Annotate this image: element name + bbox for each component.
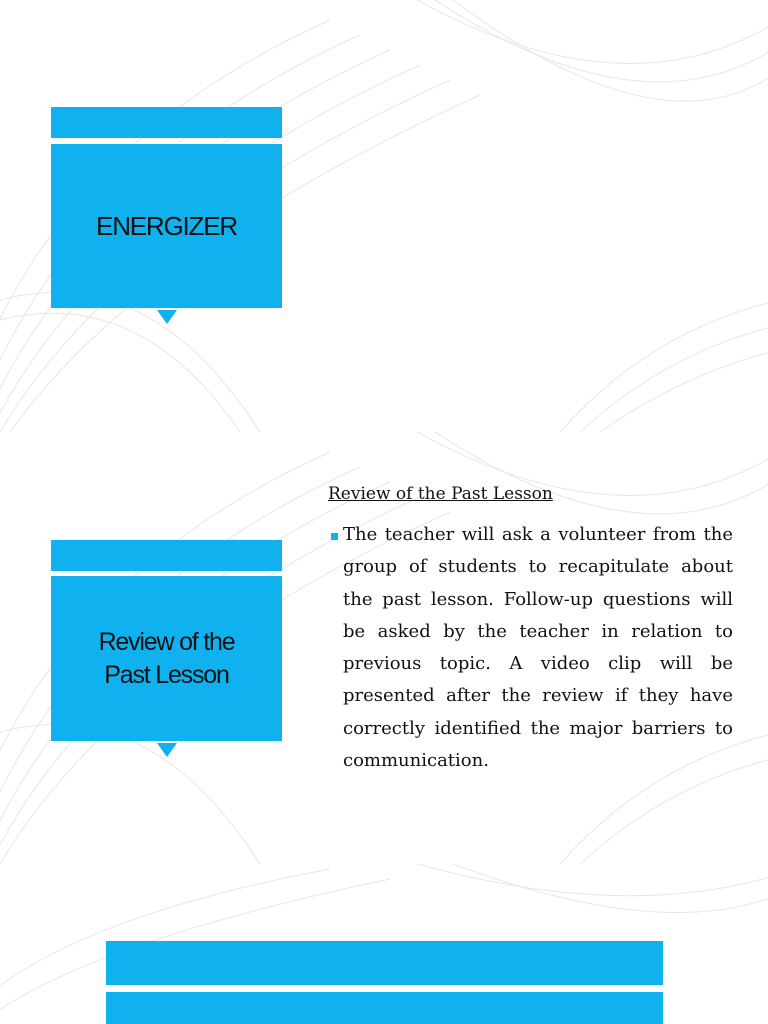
title-bar-top	[51, 540, 282, 571]
slide-review	[0, 432, 768, 864]
title-bar-top	[51, 107, 282, 138]
title-box	[106, 992, 663, 1024]
section-heading: Review of the Past Lesson	[328, 484, 553, 504]
title-box	[51, 576, 282, 741]
slide-title: ENERGIZER	[96, 210, 237, 241]
title-box	[51, 144, 282, 308]
slide-next	[0, 864, 768, 1024]
bullet-text: The teacher will ask a volunteer from the group of students to recapitulate about the past lesson. Follow-up questions will be asked by the teacher in relation to previous topic. A video clip will be presented after the review if they have correctly identified the major barriers to communication.	[343, 524, 733, 772]
title-pointer	[157, 310, 177, 324]
title-bar-top	[106, 941, 663, 985]
bullet-marker	[331, 533, 338, 540]
title-pointer	[157, 743, 177, 757]
slide-title: Review of the Past Lesson	[98, 627, 235, 689]
slide-energizer	[0, 0, 768, 432]
